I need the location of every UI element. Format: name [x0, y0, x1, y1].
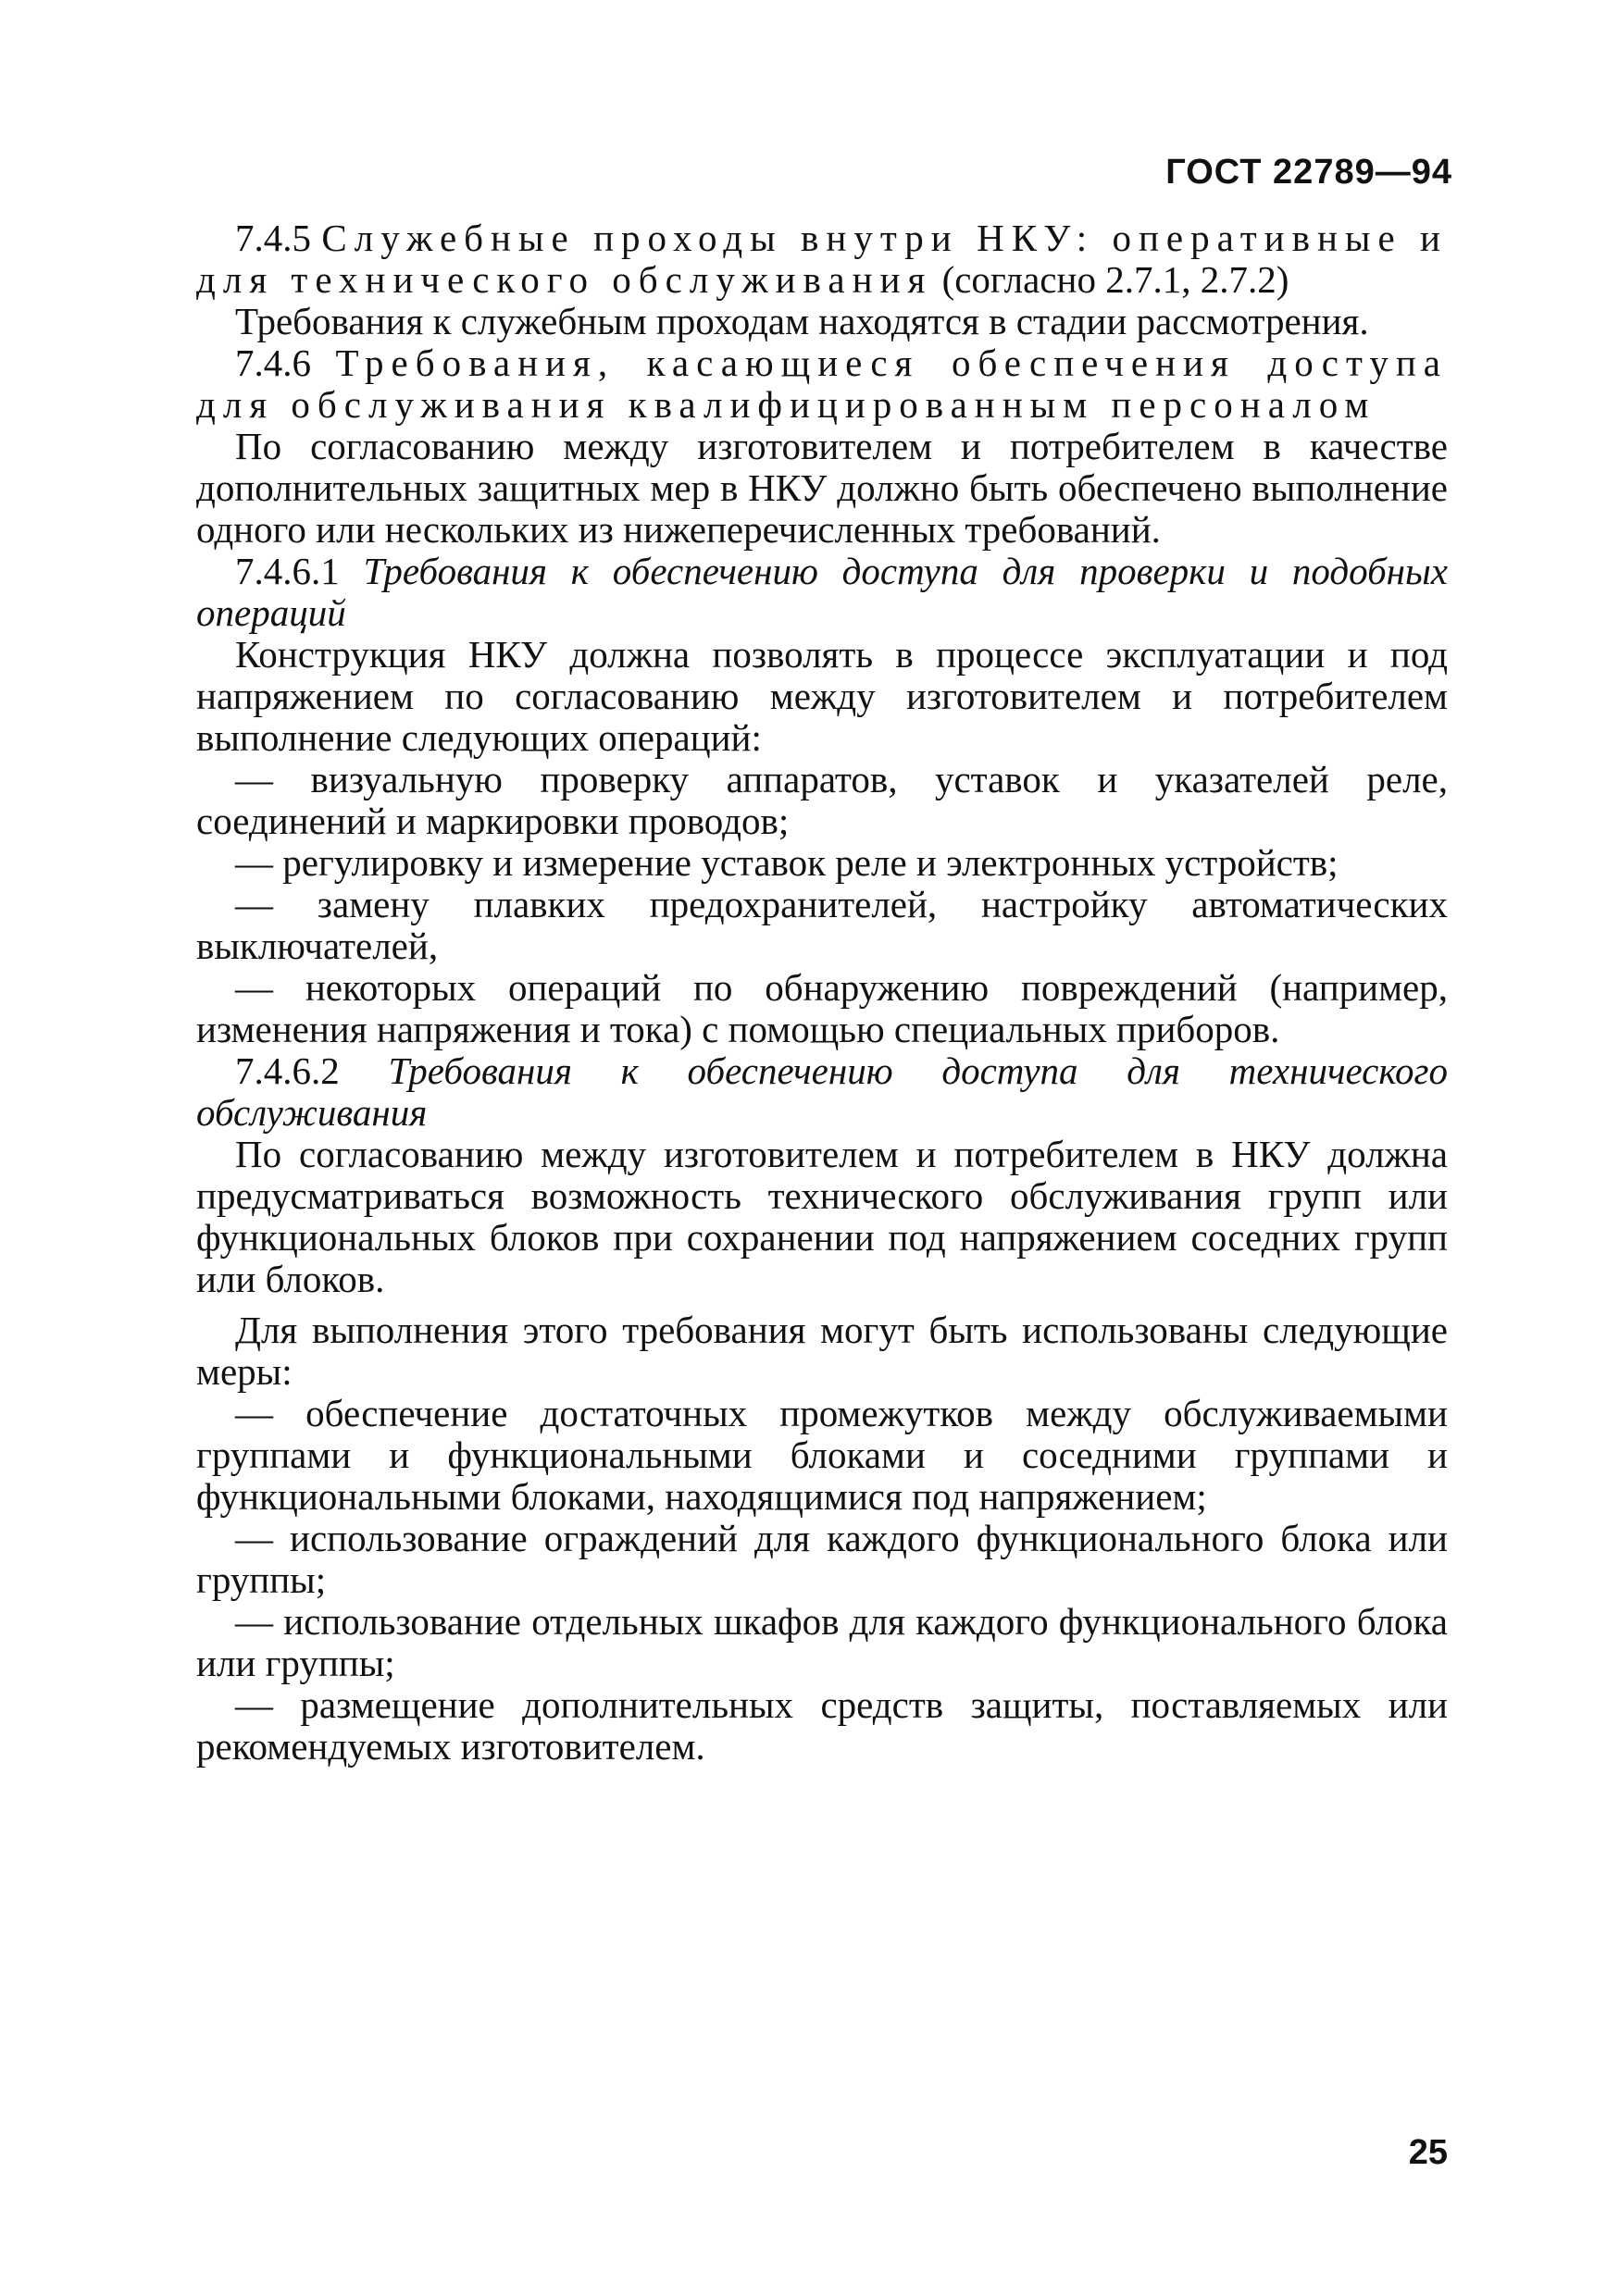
- section-7-4-6-1-heading: [196, 551, 1448, 634]
- paragraph: Требования к служебным проходам находятся в стадии рассмотрения.: [235, 300, 1369, 342]
- paragraph: Конструкция НКУ должна позволять в процессе эксплуатации и под напряжением по согласованию между изготовителем и потребителем выполнение следующих операций:: [196, 633, 1448, 759]
- section-number: 7.4.6.1: [235, 550, 340, 592]
- section-7-4-6-2-heading: [196, 1050, 1448, 1134]
- list-item: — регулировку и измерение уставок реле и электронных устройств;: [235, 841, 1339, 884]
- document-code: ГОСТ 22789—94: [1165, 153, 1452, 192]
- section-number: 7.4.6.2: [235, 1049, 340, 1092]
- section-7-4-5-heading: [196, 217, 1448, 301]
- list-item: — замену плавких предохранителей, настройку автоматических выключателей,: [196, 883, 1448, 967]
- list-item: — некоторых операций по обнаружению повреждений (например, изменения напряжения и тока) с помощью специальных приборов.: [196, 966, 1448, 1050]
- list-item: — размещение дополнительных средств защиты, поставляемых или рекомендуемых изготовителем.: [196, 1683, 1448, 1768]
- section-reference: (согласно 2.7.1, 2.7.2): [941, 258, 1289, 301]
- section-title: Требования к обеспечению доступа для технического обслуживания: [196, 1049, 1448, 1134]
- section-title: Служебные проходы внутри НКУ: оперативные и для технического обслуживания: [196, 217, 1448, 301]
- section-number: 7.4.5: [235, 217, 311, 259]
- paragraph: Для выполнения этого требования могут быть использованы следующие меры:: [196, 1309, 1448, 1393]
- section-title: Требования к обеспечению доступа для проверки и подобных операций: [196, 550, 1448, 634]
- list-item: — использование отдельных шкафов для каждого функционального блока или группы;: [196, 1600, 1448, 1684]
- section-number: 7.4.6: [235, 341, 311, 384]
- section-7-4-6-heading: [196, 342, 1448, 426]
- list-item: — использование ограждений для каждого функционального блока или группы;: [196, 1517, 1448, 1601]
- section-title: Требования, касающиеся обеспечения доступа для обслуживания квалифицированным персоналом: [196, 341, 1448, 426]
- page-number: 25: [1408, 2133, 1448, 2172]
- page-body: [196, 217, 1448, 1768]
- paragraph: По согласованию между изготовителем и потребителем в качестве дополнительных защитных мер в НКУ должно быть обеспечено выполнение одного или нескольких из нижеперечисленных требований.: [196, 425, 1448, 551]
- list-item: — визуальную проверку аппаратов, уставок и указателей реле, соединений и маркировки проводов;: [196, 758, 1448, 842]
- paragraph: По согласованию между изготовителем и потребителем в НКУ должна предусматриваться возможность технического обслуживания групп или функциональных блоков при сохранении под напряжением соседних групп или блоков.: [196, 1133, 1448, 1300]
- list-item: — обеспечение достаточных промежутков между обслуживаемыми группами и функциональными блоками и соседними группами и функциональными блоками, находящимися под напряжением;: [196, 1392, 1448, 1518]
